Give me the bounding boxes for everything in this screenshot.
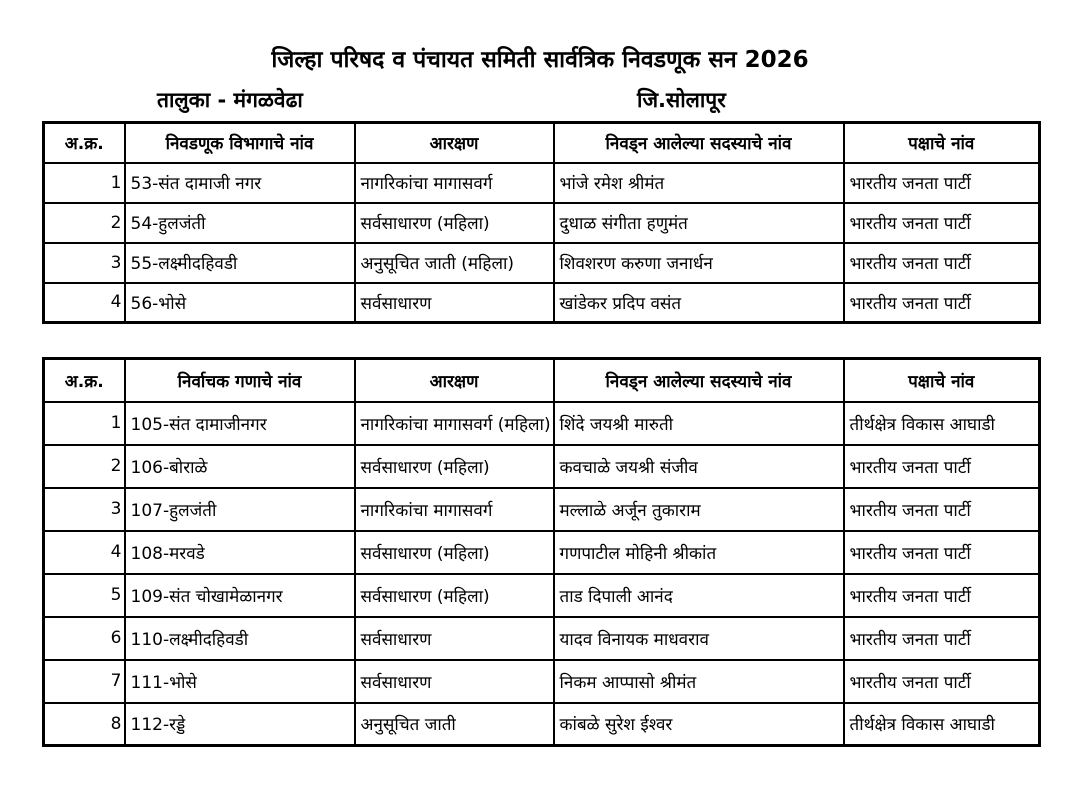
cell-party: तीर्थक्षेत्र विकास आघाडी <box>844 402 1040 445</box>
cell-ward: 106-बोराळे <box>125 445 355 488</box>
cell-division: 53-संत दामाजी नगर <box>125 163 355 203</box>
cell-party: भारतीय जनता पार्टी <box>844 163 1040 203</box>
cell-reservation: सर्वसाधारण (महिला) <box>355 574 554 617</box>
table-row <box>44 574 1040 617</box>
cell-reservation: सर्वसाधारण <box>355 283 554 323</box>
table-header-row <box>44 123 1040 163</box>
cell-reservation: नागरिकांचा मागासवर्ग <box>355 488 554 531</box>
header-reservation: आरक्षण <box>355 123 554 163</box>
cell-member: शिवशरण करुणा जनार्धन <box>554 243 844 283</box>
header-party-name: पक्षाचे नांव <box>844 123 1040 163</box>
cell-reservation: सर्वसाधारण (महिला) <box>355 531 554 574</box>
cell-party: भारतीय जनता पार्टी <box>844 203 1040 243</box>
cell-party: भारतीय जनता पार्टी <box>844 488 1040 531</box>
header-serial-no: अ.क्र. <box>44 359 125 402</box>
table-row <box>44 203 1040 243</box>
cell-ward: 110-लक्ष्मीदहिवडी <box>125 617 355 660</box>
table-row <box>44 243 1040 283</box>
header-elected-member: निवड्न आलेल्या सदस्याचे नांव <box>554 123 844 163</box>
cell-ward: 111-भोसे <box>125 660 355 703</box>
cell-party: भारतीय जनता पार्टी <box>844 445 1040 488</box>
header-reservation: आरक्षण <box>355 359 554 402</box>
table-row <box>44 488 1040 531</box>
cell-member: दुधाळ संगीता हणुमंत <box>554 203 844 243</box>
cell-reservation: नागरिकांचा मागासवर्ग <box>355 163 554 203</box>
cell-ward: 109-संत चोखामेळानगर <box>125 574 355 617</box>
header-party-name: पक्षाचे नांव <box>844 359 1040 402</box>
table-row <box>44 163 1040 203</box>
cell-serial: 8 <box>44 703 125 746</box>
cell-division: 56-भोसे <box>125 283 355 323</box>
ward-results-table <box>42 357 1041 747</box>
taluka-label: तालुका - मंगळवेढा <box>157 88 303 112</box>
cell-member: कवचाळे जयश्री संजीव <box>554 445 844 488</box>
cell-division: 54-हुलजंती <box>125 203 355 243</box>
cell-reservation: नागरिकांचा मागासवर्ग (महिला) <box>355 402 554 445</box>
cell-reservation: सर्वसाधारण <box>355 617 554 660</box>
cell-party: भारतीय जनता पार्टी <box>844 574 1040 617</box>
cell-serial: 1 <box>44 163 125 203</box>
cell-party: भारतीय जनता पार्टी <box>844 243 1040 283</box>
table-row <box>44 617 1040 660</box>
cell-serial: 3 <box>44 488 125 531</box>
cell-member: ताड दिपाली आनंद <box>554 574 844 617</box>
cell-ward: 112-रड्डे <box>125 703 355 746</box>
cell-reservation: अनुसूचित जाती <box>355 703 554 746</box>
table-row <box>44 445 1040 488</box>
cell-member: यादव विनायक माधवराव <box>554 617 844 660</box>
cell-party: भारतीय जनता पार्टी <box>844 283 1040 323</box>
cell-serial: 1 <box>44 402 125 445</box>
cell-party: भारतीय जनता पार्टी <box>844 617 1040 660</box>
cell-reservation: अनुसूचित जाती (महिला) <box>355 243 554 283</box>
division-results-table <box>42 121 1041 324</box>
header-ward-name: निर्वाचक गणाचे नांव <box>125 359 355 402</box>
cell-member: कांबळे सुरेश ईश्वर <box>554 703 844 746</box>
cell-serial: 7 <box>44 660 125 703</box>
cell-party: भारतीय जनता पार्टी <box>844 531 1040 574</box>
cell-ward: 107-हुलजंती <box>125 488 355 531</box>
cell-reservation: सर्वसाधारण (महिला) <box>355 445 554 488</box>
cell-member: गणपाटील मोहिनी श्रीकांत <box>554 531 844 574</box>
cell-ward: 108-मरवडे <box>125 531 355 574</box>
header-serial-no: अ.क्र. <box>44 123 125 163</box>
cell-member: मल्लाळे अर्जून तुकाराम <box>554 488 844 531</box>
cell-serial: 4 <box>44 531 125 574</box>
cell-member: खांडेकर प्रदिप वसंत <box>554 283 844 323</box>
cell-party: तीर्थक्षेत्र विकास आघाडी <box>844 703 1040 746</box>
cell-serial: 4 <box>44 283 125 323</box>
cell-member: निकम आप्पासो श्रीमंत <box>554 660 844 703</box>
table-header-row <box>44 359 1040 402</box>
cell-reservation: सर्वसाधारण <box>355 660 554 703</box>
table-row <box>44 402 1040 445</box>
cell-serial: 6 <box>44 617 125 660</box>
header-elected-member: निवड्न आलेल्या सदस्याचे नांव <box>554 359 844 402</box>
cell-party: भारतीय जनता पार्टी <box>844 660 1040 703</box>
cell-serial: 5 <box>44 574 125 617</box>
cell-division: 55-लक्ष्मीदहिवडी <box>125 243 355 283</box>
table-row <box>44 703 1040 746</box>
cell-reservation: सर्वसाधारण (महिला) <box>355 203 554 243</box>
table-row <box>44 660 1040 703</box>
cell-serial: 3 <box>44 243 125 283</box>
district-label: जि.सोलापूर <box>637 88 726 112</box>
cell-member: शिंदे जयश्री मारुती <box>554 402 844 445</box>
table-row <box>44 283 1040 323</box>
table-row <box>44 531 1040 574</box>
page-title: जिल्हा परिषद व पंचायत समिती सार्वत्रिक निवडणूक सन 2026 <box>271 47 809 73</box>
cell-serial: 2 <box>44 203 125 243</box>
cell-ward: 105-संत दामाजीनगर <box>125 402 355 445</box>
cell-member: भांजे रमेश श्रीमंत <box>554 163 844 203</box>
cell-serial: 2 <box>44 445 125 488</box>
header-division-name: निवडणूक विभागाचे नांव <box>125 123 355 163</box>
